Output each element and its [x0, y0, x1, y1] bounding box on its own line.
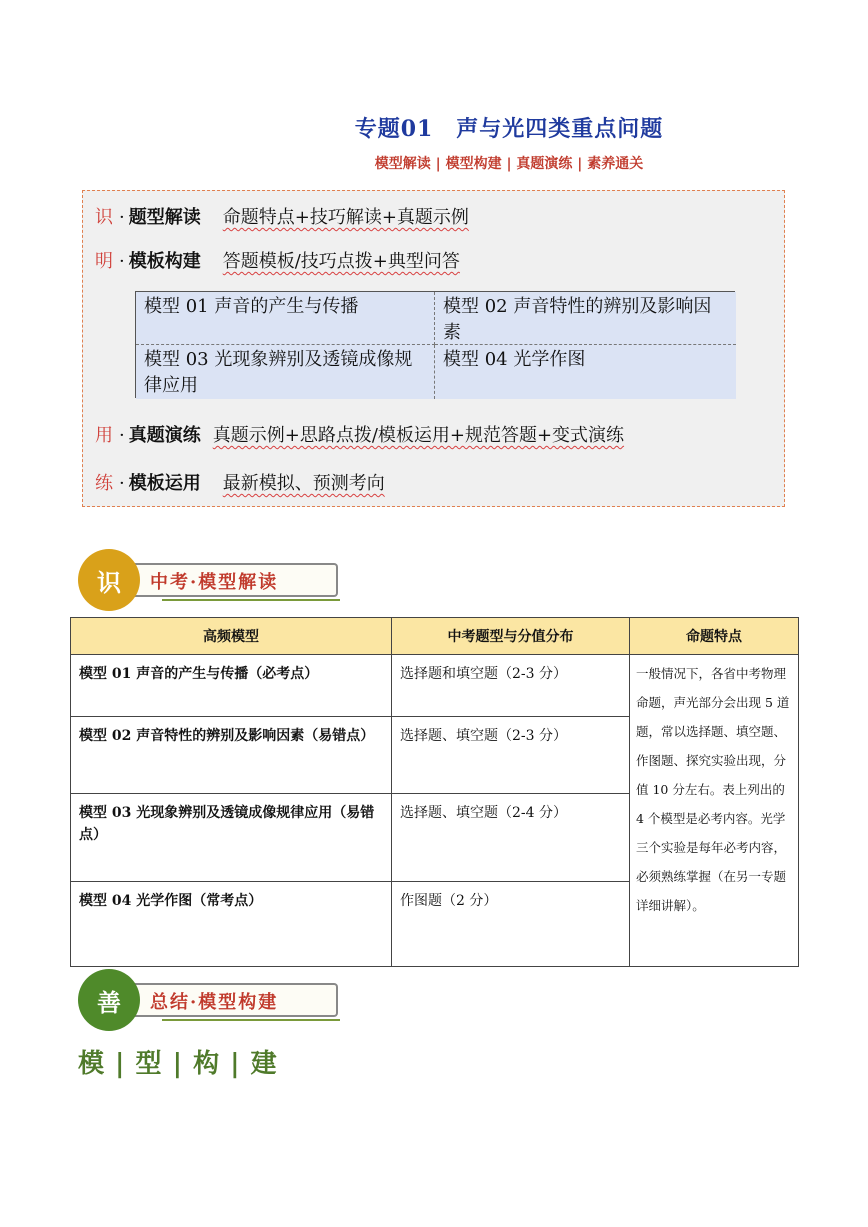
overview-row: 明 · 模板构建 答题模板/技巧点拨+典型问答	[95, 247, 460, 273]
table-header: 高频模型	[71, 618, 392, 655]
overview-row: 识 · 题型解读 命题特点+技巧解读+真题示例	[95, 203, 469, 229]
row-key: 明	[95, 251, 113, 272]
question-type: 选择题和填空题（2-3 分）	[392, 655, 630, 717]
section-title: 模 | 型 | 构 | 建	[78, 1049, 278, 1079]
row-desc: 真题示例+思路点拨/模板运用+规范答题+变式演练	[212, 425, 625, 446]
overview-row: 用 · 真题演练 真题示例+思路点拨/模板运用+规范答题+变式演练	[95, 421, 624, 447]
row-desc: 命题特点+技巧解读+真题示例	[222, 207, 469, 228]
row-heading: 题型解读	[128, 207, 201, 228]
model-cell: 模型 02 声音特性的辨别及影响因素	[435, 292, 736, 345]
model-cell: 模型 01 声音的产生与传播	[136, 292, 435, 345]
question-type: 选择题、填空题（2-3 分）	[392, 717, 630, 794]
row-key: 练	[95, 473, 113, 494]
model-name: 模型 04 光学作图（常考点）	[71, 882, 392, 967]
page-title: 专题01 声与光四类重点问题	[354, 116, 664, 142]
overview-box	[82, 190, 785, 507]
section-banner-interpret	[78, 549, 340, 611]
page-subtitle: 模型解读 | 模型构建 | 真题演练 | 素养通关	[374, 156, 644, 172]
page-header	[0, 112, 868, 173]
distribution-table	[70, 617, 799, 967]
row-desc: 答题模板/技巧点拨+典型问答	[222, 251, 460, 272]
model-name: 模型 01 声音的产生与传播（必考点）	[71, 655, 392, 717]
badge-icon: 善	[78, 969, 140, 1031]
model-cell: 模型 03 光现象辨别及透镜成像规律应用	[136, 345, 435, 399]
table-header: 命题特点	[630, 618, 799, 655]
question-type: 作图题（2 分）	[392, 882, 630, 967]
section-banner-build	[78, 969, 340, 1031]
row-key: 用	[95, 425, 113, 446]
table-row	[71, 655, 799, 717]
model-name: 模型 02 声音特性的辨别及影响因素（易错点）	[71, 717, 392, 794]
overview-row: 练 · 模板运用 最新模拟、预测考向	[95, 469, 385, 495]
banner-label: 总结·模型构建	[150, 992, 279, 1013]
feature-note: 一般情况下，各省中考物理命题，声光部分会出现 5 道题，常以选择题、填空题、作图题、探究实验出现，分值 10 分左右。表上列出的 4 个模型是必考内容。光学三个实验是每年必考内容，必须熟练掌握（在另一专题详细讲解）。	[630, 655, 799, 967]
row-key: 识	[95, 207, 113, 228]
model-name: 模型 03 光现象辨别及透镜成像规律应用（易错点）	[71, 794, 392, 882]
table-header-row	[71, 618, 799, 655]
row-heading: 模板构建	[128, 251, 201, 272]
question-type: 选择题、填空题（2-4 分）	[392, 794, 630, 882]
model-grid	[135, 291, 735, 398]
table-header: 中考题型与分值分布	[392, 618, 630, 655]
badge-icon: 识	[78, 549, 140, 611]
model-cell: 模型 04 光学作图	[435, 345, 736, 399]
banner-label: 中考·模型解读	[150, 572, 279, 593]
row-desc: 最新模拟、预测考向	[222, 473, 385, 494]
row-heading: 真题演练	[128, 425, 201, 446]
row-heading: 模板运用	[128, 473, 201, 494]
